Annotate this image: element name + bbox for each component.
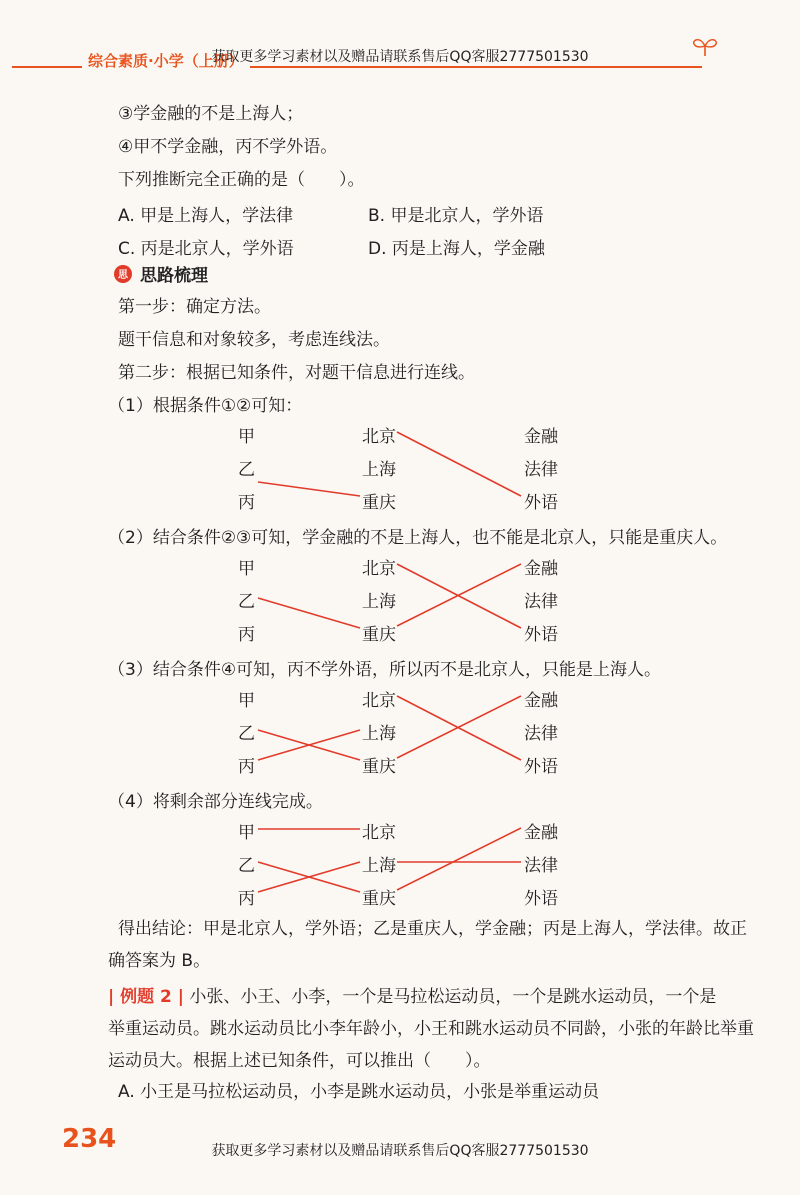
- substep-1: （1）根据条件①②可知：: [108, 396, 303, 416]
- subject-language: 外语: [524, 625, 558, 645]
- subject-language: 外语: [524, 889, 558, 909]
- city-beijing: 北京: [362, 691, 396, 711]
- city-shanghai: 上海: [362, 460, 396, 480]
- example-2-text: 小张、小王、小李，一个是马拉松运动员，一个是跳水运动员，一个是: [189, 987, 717, 1007]
- question-prompt: 下列推断完全正确的是（ ）。: [118, 170, 365, 190]
- page-number: 234: [62, 1124, 117, 1154]
- footer-watermark: 获取更多学习素材以及赠品请联系售后QQ客服2777501530: [211, 1143, 589, 1159]
- step-1-detail: 题干信息和对象较多，考虑连线法。: [118, 330, 390, 350]
- person-yi: 乙: [238, 724, 255, 744]
- person-jia: 甲: [238, 691, 255, 711]
- person-bing: 丙: [238, 625, 255, 645]
- link-line: [397, 828, 521, 890]
- city-chongqing: 重庆: [362, 625, 396, 645]
- person-yi: 乙: [238, 592, 255, 612]
- subject-law: 法律: [524, 724, 558, 744]
- city-beijing: 北京: [362, 823, 396, 843]
- subject-finance: 金融: [524, 427, 558, 447]
- person-jia: 甲: [238, 823, 255, 843]
- substep-4: （4）将剩余部分连线完成。: [108, 792, 323, 812]
- link-diagram-2: [0, 554, 800, 644]
- subject-finance: 金融: [524, 559, 558, 579]
- person-yi: 乙: [238, 856, 255, 876]
- substep-3: （3）结合条件④可知，丙不学外语，所以丙不是北京人，只能是上海人。: [108, 660, 662, 680]
- substep-2: （2）结合条件②③可知，学金融的不是上海人，也不能是北京人，只能是重庆人。: [108, 528, 728, 548]
- subject-language: 外语: [524, 493, 558, 513]
- conclusion-line-1: 得出结论：甲是北京人，学外语；乙是重庆人，学金融；丙是上海人，学法律。故正: [118, 919, 747, 939]
- header-title: 综合素质·小学（上册）: [82, 50, 250, 71]
- city-chongqing: 重庆: [362, 757, 396, 777]
- example-2-line-3: 运动员大。根据上述已知条件，可以推出（ ）。: [108, 1051, 491, 1071]
- example-2-line-1: [108, 986, 716, 1008]
- subject-language: 外语: [524, 757, 558, 777]
- conclusion-line-2: 确答案为 B。: [108, 951, 211, 971]
- step-2: 第二步：根据已知条件，对题干信息进行连线。: [118, 363, 475, 383]
- person-jia: 甲: [238, 559, 255, 579]
- section-heading: [114, 261, 208, 286]
- person-bing: 丙: [238, 757, 255, 777]
- section-title: 思路梳理: [140, 266, 208, 286]
- lightbulb-icon: 思: [114, 265, 132, 283]
- step-1: 第一步：确定方法。: [118, 297, 271, 317]
- city-chongqing: 重庆: [362, 493, 396, 513]
- condition-3: ③学金融的不是上海人；: [118, 104, 304, 124]
- header-watermark: 获取更多学习素材以及赠品请联系售后QQ客服2777501530: [211, 49, 589, 65]
- example-label: | 例题 2 |: [108, 987, 185, 1007]
- subject-finance: 金融: [524, 823, 558, 843]
- subject-law: 法律: [524, 856, 558, 876]
- city-beijing: 北京: [362, 559, 396, 579]
- link-diagram-3: [0, 686, 800, 776]
- sprout-icon: [690, 34, 720, 58]
- city-shanghai: 上海: [362, 592, 396, 612]
- condition-4: ④甲不学金融，丙不学外语。: [118, 137, 338, 157]
- city-shanghai: 上海: [362, 724, 396, 744]
- link-diagram-1: [0, 422, 800, 512]
- link-line: [258, 482, 360, 496]
- option-b: B. 甲是北京人，学外语: [368, 206, 544, 226]
- city-beijing: 北京: [362, 427, 396, 447]
- link-line: [258, 598, 360, 628]
- person-jia: 甲: [238, 427, 255, 447]
- subject-finance: 金融: [524, 691, 558, 711]
- person-bing: 丙: [238, 889, 255, 909]
- option-d: D. 丙是上海人，学金融: [368, 239, 545, 259]
- city-shanghai: 上海: [362, 856, 396, 876]
- example-2-line-2: 举重运动员。跳水运动员比小李年龄小，小王和跳水运动员不同龄，小张的年龄比举重: [108, 1019, 754, 1039]
- person-bing: 丙: [238, 493, 255, 513]
- city-chongqing: 重庆: [362, 889, 396, 909]
- person-yi: 乙: [238, 460, 255, 480]
- option-a: A. 甲是上海人，学法律: [118, 206, 294, 226]
- example-2-option-a: A. 小王是马拉松运动员，小李是跳水运动员，小张是举重运动员: [118, 1082, 600, 1102]
- link-diagram-4: [0, 818, 800, 908]
- subject-law: 法律: [524, 460, 558, 480]
- subject-law: 法律: [524, 592, 558, 612]
- link-line: [397, 432, 521, 496]
- option-c: C. 丙是北京人，学外语: [118, 239, 294, 259]
